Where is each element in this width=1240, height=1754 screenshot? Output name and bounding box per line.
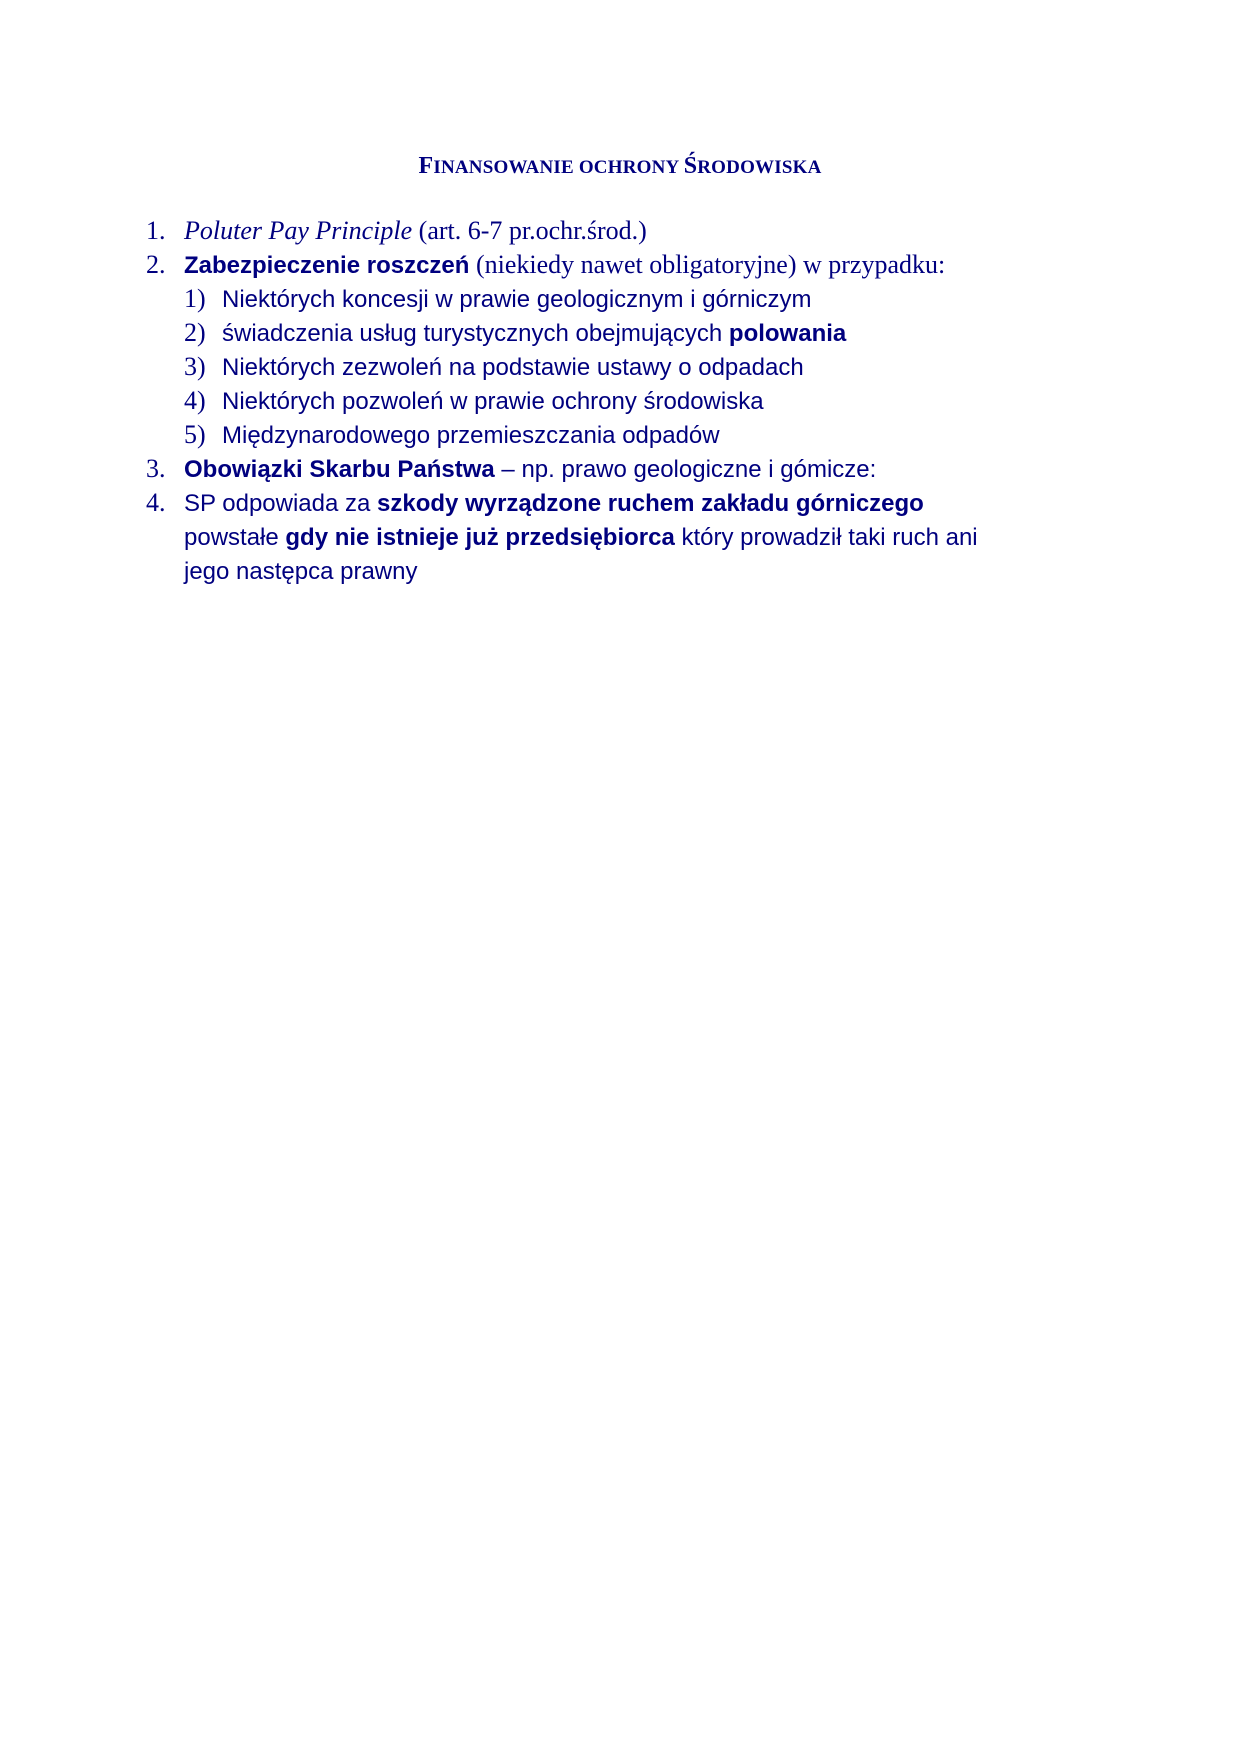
list-item-bold-text: Zabezpieczenie roszczeń (184, 252, 470, 279)
list-item-bold-text: szkody wyrządzone ruchem zakładu górniczego (377, 490, 924, 517)
sub-item-number: 1) (184, 284, 206, 313)
sub-item-text: Niektórych koncesji w prawie geologicznym i górniczym (222, 286, 812, 313)
list-item-number: 4. (146, 488, 166, 517)
list-item-text: powstałe (184, 524, 286, 551)
title-initial-2: Ś (683, 153, 698, 179)
list-item-text: jego następca prawny (184, 558, 418, 585)
list-item-text: SP odpowiada za (184, 490, 378, 517)
sub-item-text: Niektórych zezwoleń na podstawie ustawy o odpadach (222, 354, 804, 381)
title-part-1: INANSOWANIE OCHRONY (433, 157, 684, 178)
list-item-number: 3. (146, 454, 166, 483)
list-item-text: (art. 6-7 pr.ochr.środ.) (412, 216, 647, 245)
list-item-number: 2. (146, 250, 166, 279)
sub-item-text: Międzynarodowego przemieszczania odpadów (222, 422, 720, 449)
sub-item-text: Niektórych pozwoleń w prawie ochrony środowiska (222, 388, 764, 415)
page-title (0, 152, 1240, 182)
sub-item-number: 5) (184, 420, 206, 449)
list-item-bold-text: Obowiązki Skarbu Państwa (184, 456, 495, 483)
title-part-2: RODOWISKA (697, 157, 822, 178)
list-item-number: 1. (146, 216, 166, 245)
sub-item-text: świadczenia usług turystycznych obejmujących (222, 320, 729, 347)
title-initial-1: F (418, 153, 434, 179)
sub-item-bold-text: polowania (728, 320, 847, 347)
list-item-italic-text: Poluter Pay Principle (184, 216, 413, 245)
sub-item-number: 2) (184, 318, 206, 347)
list-item-text: który prowadził taki ruch ani (674, 524, 978, 551)
list-item-bold-text: gdy nie istnieje już przedsiębiorca (285, 524, 675, 551)
list-item-text: (niekiedy nawet obligatoryjne) w przypadku: (469, 250, 946, 279)
list-item-text: – np. prawo geologiczne i gómicze: (494, 456, 877, 483)
sub-item-number: 3) (184, 352, 206, 381)
sub-item-number: 4) (184, 386, 206, 415)
